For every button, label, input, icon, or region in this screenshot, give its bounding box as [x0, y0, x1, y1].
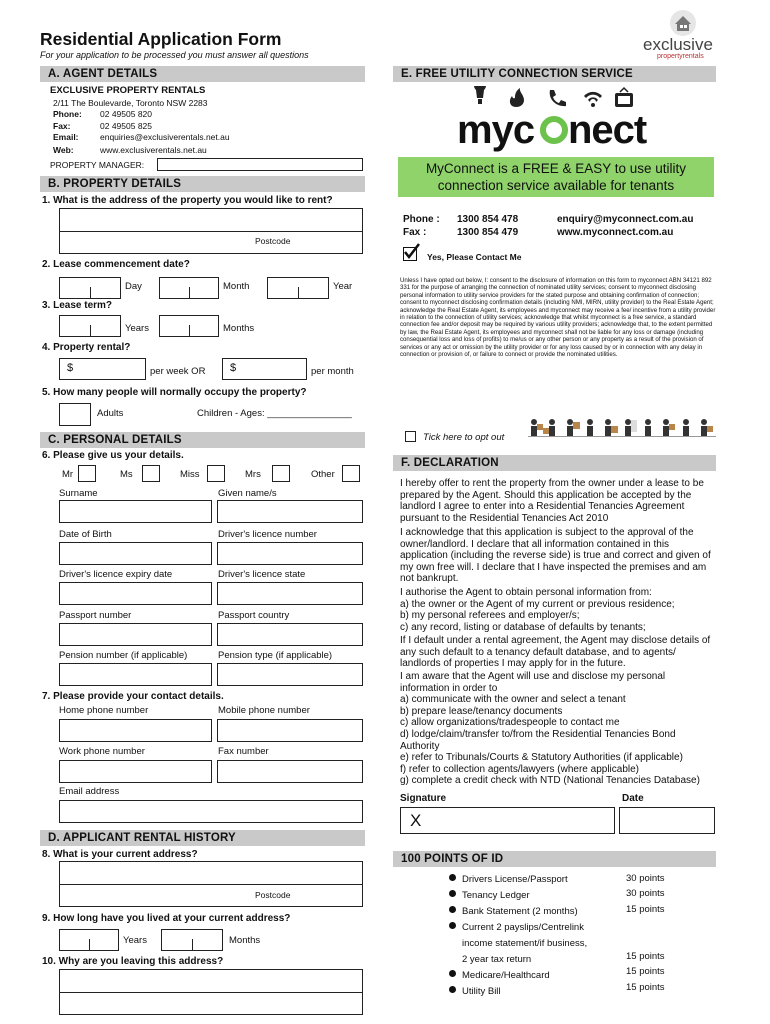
year-label: Year: [333, 281, 353, 292]
mobile-phone-label: Mobile phone number: [218, 705, 310, 716]
list-bullet: [449, 890, 456, 897]
email-address-label: Email address: [59, 786, 120, 797]
title-other-checkbox[interactable]: [342, 465, 360, 482]
fax-number-label: Fax number: [218, 746, 269, 757]
utility-icons: [470, 86, 640, 110]
months-field-divider: [189, 325, 190, 337]
myconnect-phone-label: Phone :: [403, 214, 440, 225]
points-item-label: Medicare/Healthcard: [462, 970, 550, 981]
question-6: 6. Please give us your details.: [42, 450, 184, 461]
title-miss-checkbox[interactable]: [207, 465, 225, 482]
question-9: 9. How long have you lived at your current address?: [42, 913, 291, 924]
logo-name: exclusive: [643, 35, 713, 54]
points-item-label: Bank Statement (2 months): [462, 906, 578, 917]
movers-illustration-icon: [528, 418, 716, 444]
points-item-value: 15 points: [626, 951, 665, 962]
licence-expiry-field[interactable]: [59, 582, 212, 605]
points-item-label: Drivers License/Passport: [462, 874, 568, 885]
agency-address: 2/11 The Boulevarde, Toronto NSW 2283: [53, 98, 208, 108]
list-bullet: [449, 986, 456, 993]
points-list: [448, 872, 716, 1022]
list-bullet: [449, 922, 456, 929]
declaration-paragraph-3: I authorise the Agent to obtain personal information from: a) the owner or the Agent of my current or previous residence; b) my personal referees and employer/s; c) any record, listing or database of defaults by tenants;: [400, 587, 675, 633]
opt-out-checkbox[interactable]: [405, 431, 416, 442]
adults-label: Adults: [97, 408, 124, 419]
children-ages-label: Children - Ages: ________________: [197, 408, 352, 419]
pension-number-label: Pension number (if applicable): [59, 650, 188, 661]
pension-type-label: Pension type (if applicable): [218, 650, 333, 661]
date-label: Date: [622, 793, 644, 804]
question-2: 2. Lease commencement date?: [42, 259, 190, 270]
agency-web-label: Web:: [53, 145, 74, 155]
agency-name: EXCLUSIVE PROPERTY RENTALS: [50, 85, 206, 96]
years-label: Years: [125, 323, 149, 334]
section-d-header: D. APPLICANT RENTAL HISTORY: [40, 830, 365, 846]
agency-email: enquiries@exclusiverentals.net.au: [100, 132, 230, 142]
per-month-label: per month: [311, 366, 354, 377]
agency-fax-label: Fax:: [53, 121, 71, 131]
lived-months-divider: [192, 939, 193, 951]
myconnect-banner: MyConnect is a FREE & EASY to use utility connection service available for tenants: [398, 157, 714, 197]
question-1: 1. What is the address of the property you would like to rent?: [42, 195, 333, 206]
title-mrs-checkbox[interactable]: [272, 465, 290, 482]
points-item-label: Current 2 payslips/Centrelink: [462, 922, 584, 933]
licence-expiry-label: Driver's licence expiry date: [59, 569, 173, 580]
title-mr-label: Mr: [62, 469, 74, 480]
day-label: Day: [125, 281, 142, 292]
question-4: 4. Property rental?: [42, 342, 131, 353]
dob-label: Date of Birth: [59, 529, 112, 540]
declaration-paragraph-4: If I default under a rental agreement, the Agent may disclose details of any such default to a tenancy default database, and to agents/ landlords of properties I may apply for in the future.: [400, 635, 711, 670]
myconnect-email: enquiry@myconnect.com.au: [557, 214, 694, 225]
points-item-value: 30 points: [626, 873, 665, 884]
pension-type-field[interactable]: [217, 663, 363, 686]
date-field[interactable]: [619, 807, 715, 834]
myconnect-fax-label: Fax :: [403, 227, 427, 238]
current-address-divider: [59, 884, 363, 885]
fax-number-field[interactable]: [217, 760, 363, 783]
question-5: 5. How many people will normally occupy the property?: [42, 387, 307, 398]
yes-contact-checkbox[interactable]: [403, 247, 417, 261]
licence-number-label: Driver's licence number: [218, 529, 317, 540]
question-3: 3. Lease term?: [42, 300, 113, 311]
points-header: 100 POINTS OF ID: [393, 851, 716, 867]
points-item-value: 15 points: [626, 982, 665, 993]
title-mrs-label: Mrs: [245, 469, 261, 480]
month-label: Month: [223, 281, 250, 292]
given-name-label: Given name/s: [218, 488, 277, 499]
signature-field[interactable]: [400, 807, 615, 834]
home-phone-label: Home phone number: [59, 705, 149, 716]
section-e-header: E. FREE UTILITY CONNECTION SERVICE: [393, 66, 716, 82]
title-other-label: Other: [311, 469, 335, 480]
yes-contact-label: Yes, Please Contact Me: [427, 252, 522, 262]
section-b-header: B. PROPERTY DETAILS: [40, 176, 365, 192]
current-postcode-label: Postcode: [255, 890, 291, 900]
months-label: Months: [223, 323, 255, 334]
checkmark-icon: [403, 243, 421, 261]
work-phone-label: Work phone number: [59, 746, 145, 757]
licence-state-field[interactable]: [217, 582, 363, 605]
section-a-header: A. AGENT DETAILS: [40, 66, 365, 82]
points-item-value: 30 points: [626, 888, 665, 899]
list-bullet: [449, 970, 456, 977]
dob-field[interactable]: [59, 542, 212, 565]
dollar-sign-month: $: [230, 362, 237, 374]
signature-x-mark: X: [410, 811, 422, 830]
passport-number-label: Passport number: [59, 610, 132, 621]
signature-label: Signature: [400, 793, 447, 804]
points-item-label: income statement/if business,: [462, 938, 588, 949]
opt-out-label: Tick here to opt out: [423, 432, 505, 443]
property-manager-label: PROPERTY MANAGER:: [50, 160, 145, 170]
work-phone-field[interactable]: [59, 760, 212, 783]
svg-text:myc: myc: [457, 108, 535, 152]
points-item-label: Tenancy Ledger: [462, 890, 530, 901]
points-item-label: Utility Bill: [462, 986, 501, 997]
leaving-reason-divider: [59, 992, 363, 993]
myconnect-fax: 1300 854 479: [457, 227, 519, 238]
declaration-paragraph-5: I am aware that the Agent will use and disclose my personal information in order to a) communicate with the owner and select a tenant b) prepare lease/tenancy documents c) allow organizations/tradespeople to contact me d) lodge/claim/transfer to/from the Residential Tenancies Bond Authority e) refer to Tribunals/Courts & Statutory Authorities (if applicable) f) refer to collection agents/lawyers (where applicable) g) complete a credit check with NTD (National Tenancies Database): [400, 671, 700, 787]
lived-years-divider: [89, 939, 90, 951]
mobile-phone-field[interactable]: [217, 719, 363, 742]
title-ms-label: Ms: [120, 469, 133, 480]
list-bullet: [449, 906, 456, 913]
years-field-divider: [90, 325, 91, 337]
property-address-divider: [59, 231, 363, 232]
question-7: 7. Please provide your contact details.: [42, 691, 224, 702]
myconnect-logo: [455, 108, 659, 152]
month-field-divider: [189, 287, 190, 299]
agency-web: www.exclusiverentals.net.au: [100, 145, 207, 155]
points-item-value: 15 points: [626, 966, 665, 977]
myconnect-web: www.myconnect.com.au: [557, 227, 674, 238]
surname-label: Surname: [59, 488, 98, 499]
postcode-label: Postcode: [255, 236, 291, 246]
title-ms-checkbox[interactable]: [142, 465, 160, 482]
per-week-label: per week OR: [150, 366, 206, 377]
declaration-paragraph-1: I hereby offer to rent the property from the owner under a lease to be prepared by the Agent. Should this application be accepted by the landlord I agree to enter into a Residential Tenancies Agreement pursuant to the Residential Tenancies Act 2010: [400, 478, 704, 524]
pension-number-field[interactable]: [59, 663, 212, 686]
agency-phone-label: Phone:: [53, 109, 82, 119]
email-address-field[interactable]: [59, 800, 363, 823]
house-logo-icon: [668, 8, 698, 38]
passport-country-field[interactable]: [217, 623, 363, 646]
agency-fax: 02 49505 825: [100, 121, 152, 131]
day-field-divider: [90, 287, 91, 299]
given-name-field[interactable]: [217, 500, 363, 523]
home-phone-field[interactable]: [59, 719, 212, 742]
title-miss-label: Miss: [180, 469, 200, 480]
question-10: 10. Why are you leaving this address?: [42, 956, 224, 967]
licence-state-label: Driver's licence state: [218, 569, 306, 580]
points-item-value: 15 points: [626, 904, 665, 915]
surname-field[interactable]: [59, 500, 212, 523]
declaration-paragraph-2: I acknowledge that this application is subject to the approval of the owner/landlord. I declare that all information contained in this application (including the reverse side) is true and correct and given of my own free will. I declare that I have inspected the premises and am not bankrupt.: [400, 527, 711, 585]
lived-months-label: Months: [229, 935, 261, 946]
lived-years-label: Years: [123, 935, 147, 946]
question-8: 8. What is your current address?: [42, 849, 198, 860]
list-bullet: [449, 874, 456, 881]
passport-country-label: Passport country: [218, 610, 290, 621]
year-field-divider: [298, 287, 299, 299]
dollar-sign-week: $: [67, 362, 74, 374]
passport-number-field[interactable]: [59, 623, 212, 646]
agency-phone: 02 49505 820: [100, 109, 152, 119]
section-c-header: C. PERSONAL DETAILS: [40, 432, 365, 448]
property-manager-field[interactable]: [157, 158, 363, 171]
svg-text:nect: nect: [568, 108, 647, 152]
title-mr-checkbox[interactable]: [78, 465, 96, 482]
agency-email-label: Email:: [53, 132, 79, 142]
points-item-label: 2 year tax return: [462, 954, 532, 965]
logo-tagline: propertyrentals: [657, 53, 704, 60]
adults-count-field[interactable]: [59, 403, 91, 426]
consent-text: Unless I have opted out below, I: consent to the disclosure of information on this form to myconnect ABN 34121 892 331 for the purpose of arranging the connection of nominated utility services; consent to myconnect disclosing personal information to utility service providers for the stated purpose and obtaining confirmation of connection; consent to myconnect disclosing confirmation details (including NMI, MIRN, utility provider) to the Real Estate Agent; acknowledge the Real Estate Agent, its employees and myconnect may receive a fee/ incentive from a utility provider in relation to the connection of utility services; acknowledge that whilst myconnect is a free service, a standard connection fee and/or deposit may be required by various utility providers; acknowledge that, to the extent permitted by law, the Real Estate Agent, its employees and myconnect shall not be liable for any loss or damage (including consequential loss and loss of profits) to me/us or any other person or any property as a result of the provision of services or any act or omission by the utility provider or for any loss caused by or in connection with any delay in connection or provision of, or failure to connect or provide the nominated utilities.: [400, 277, 716, 359]
licence-number-field[interactable]: [217, 542, 363, 565]
myconnect-phone: 1300 854 478: [457, 214, 519, 225]
section-f-header: F. DECLARATION: [393, 455, 716, 471]
page-subtitle: For your application to be processed you must answer all questions: [40, 50, 309, 60]
page-title: Residential Application Form: [40, 29, 282, 49]
